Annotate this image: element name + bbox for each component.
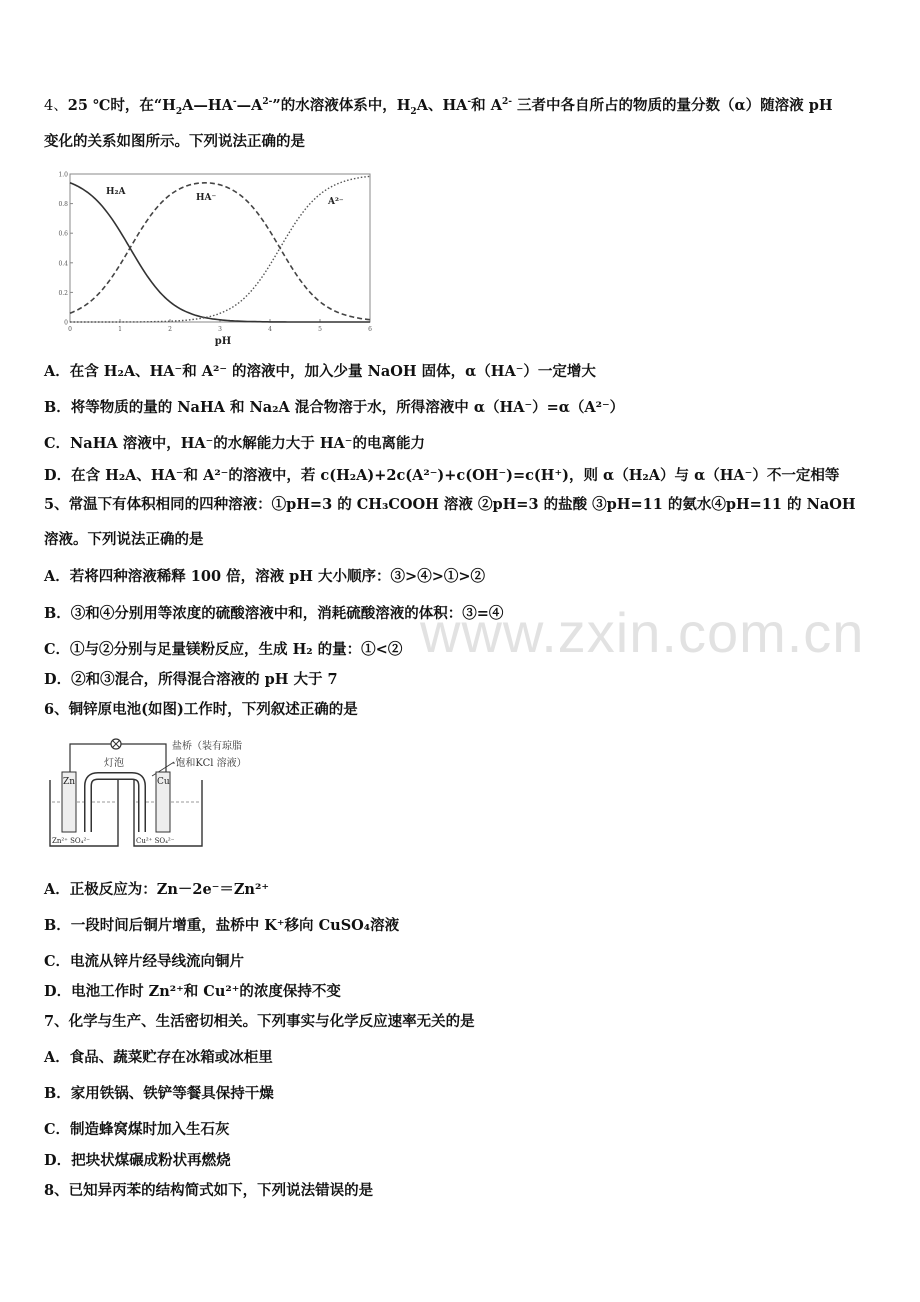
q7-option-b[interactable]: B．家用铁锅、铁铲等餐具保持干燥	[44, 1085, 274, 1102]
right-solution-label: Cu²⁺ SO₄²⁻	[136, 837, 175, 845]
series-ha-line	[70, 183, 370, 320]
q4-option-d[interactable]: D．在含 H₂A、HA⁻和 A²⁻的溶液中，若 c(H₂A)+2c(A²⁻)+c(OH⁻)=c(H⁺)，则 α（H₂A）与 α（HA⁻）不一定相等	[44, 467, 840, 484]
q5-option-c[interactable]: C．①与②分别与足量镁粉反应，生成 H₂ 的量：①<②	[44, 641, 403, 658]
q4-stem-line2: 变化的关系如图所示。下列说法正确的是	[44, 133, 305, 150]
q4-option-a[interactable]: A．在含 H₂A、HA⁻和 A²⁻ 的溶液中，加入少量 NaOH 固体，α（HA⁻）一定增大	[44, 363, 596, 380]
y-tick-label: 0.4	[58, 260, 68, 268]
q5-option-b[interactable]: B．③和④分别用等浓度的硫酸溶液中和，消耗硫酸溶液的体积：③=④	[44, 605, 504, 622]
salt-bridge-label-2: -饱和KCl 溶液）	[172, 758, 247, 769]
x-tick-label: 5	[318, 326, 322, 333]
y-tick-label: 0.2	[58, 289, 68, 297]
q6-option-c[interactable]: C．电流从锌片经导线流向铜片	[44, 953, 245, 970]
left-solution-label: Zn²⁺ SO₄²⁻	[52, 837, 90, 845]
q6-option-a[interactable]: A．正极反应为：Zn－2e⁻＝Zn²⁺	[44, 881, 269, 898]
q6-option-b[interactable]: B．一段时间后铜片增重，盐桥中 K⁺移向 CuSO₄溶液	[44, 917, 400, 934]
q7-option-d[interactable]: D．把块状煤碾成粉状再燃烧	[44, 1152, 231, 1169]
y-tick-label: 0	[64, 319, 68, 327]
q4-option-b[interactable]: B．将等物质的量的 NaHA 和 Na₂A 混合物溶于水，所得溶液中 α（HA⁻）=α（A²⁻）	[44, 399, 625, 416]
q4-option-c[interactable]: C．NaHA 溶液中，HA⁻的水解能力大于 HA⁻的电离能力	[44, 435, 425, 452]
q7-stem: 7、化学与生产、生活密切相关。下列事实与化学反应速率无关的是	[44, 1013, 475, 1030]
x-tick-label: 0	[68, 326, 72, 333]
x-tick-label: 1	[118, 326, 122, 333]
bulb-label: 灯泡	[104, 758, 124, 769]
q6-stem: 6、铜锌原电池(如图)工作时，下列叙述正确的是	[44, 701, 358, 718]
y-tick-label: 1.0	[58, 171, 68, 179]
watermark: www.zxin.com.cn	[420, 601, 865, 664]
cu-zn-cell-figure	[44, 736, 274, 854]
x-tick-label: 2	[168, 326, 172, 333]
q4-stem-line1: 4、25 ℃时，在“$H_2A—HA^-—A^{2-}$”的水溶液体系中，$H_2A$、HA-和 $A^{2-}$ 三者中各自所占的物质的量分数（α）随溶液 pH	[44, 97, 833, 117]
q4-number: 4、	[44, 98, 68, 114]
series-h2a-label: H₂A	[106, 187, 126, 197]
q5-stem-line1: 5、常温下有体积相同的四种溶液：①pH=3 的 CH₃COOH 溶液 ②pH=3 的盐酸 ③pH=11 的氨水④pH=11 的 NaOH	[44, 496, 856, 513]
q4-distribution-chart	[60, 168, 380, 348]
series-ha-label: HA⁻	[196, 193, 217, 203]
q7-option-a[interactable]: A．食品、蔬菜贮存在冰箱或冰柜里	[44, 1049, 273, 1066]
q6-option-d[interactable]: D．电池工作时 Zn²⁺和 Cu²⁺的浓度保持不变	[44, 983, 341, 1000]
x-tick-label: 6	[368, 326, 372, 333]
x-tick-label: 4	[268, 326, 272, 333]
q7-option-c[interactable]: C．制造蜂窝煤时加入生石灰	[44, 1121, 230, 1138]
cu-label: Cu	[157, 777, 170, 787]
q5-stem-line2: 溶液。下列说法正确的是	[44, 531, 204, 548]
q5-option-a[interactable]: A．若将四种溶液稀释 100 倍，溶液 pH 大小顺序：③>④>①>②	[44, 568, 485, 585]
y-tick-label: 0.8	[58, 201, 68, 209]
salt-bridge-label-1: 盐桥（装有琼脂	[172, 741, 242, 752]
series-a2-label: A²⁻	[328, 197, 344, 207]
series-a2-line	[70, 176, 370, 322]
q5-option-d[interactable]: D．②和③混合，所得混合溶液的 pH 大于 7	[44, 671, 338, 688]
y-tick-label: 0.6	[58, 230, 68, 238]
q8-stem: 8、已知异丙苯的结构简式如下，下列说法错误的是	[44, 1182, 374, 1199]
series-h2a-line	[70, 183, 370, 322]
x-tick-label: 3	[218, 326, 222, 333]
zn-label: Zn	[63, 777, 76, 787]
x-axis-label: pH	[214, 336, 232, 347]
